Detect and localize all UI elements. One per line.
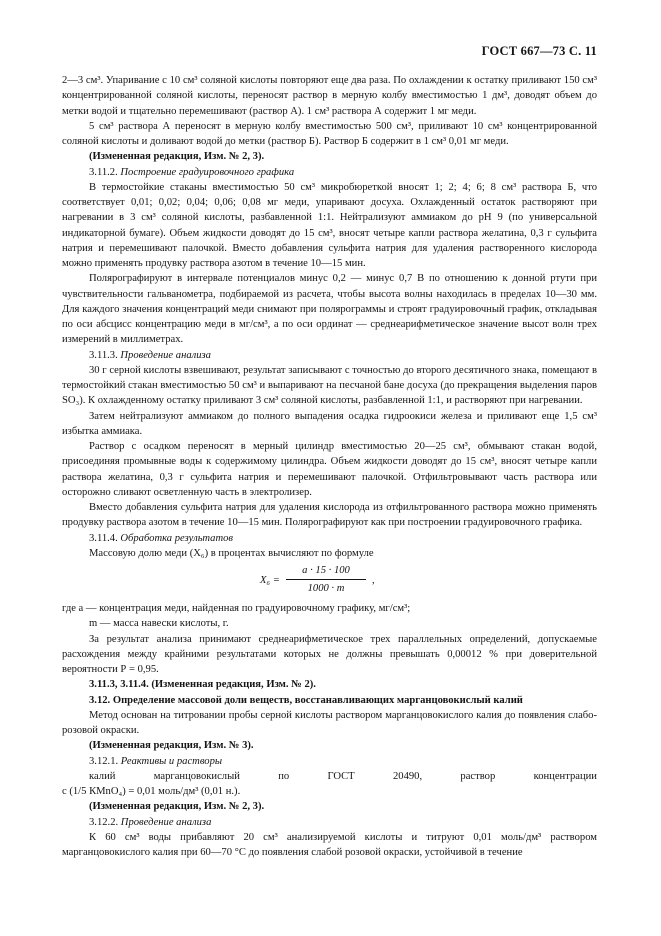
paragraph: Раствор с осадком переносят в мерный цилиндр вместимостью 20—25 см³, обмывают стакан водой, присоединяя промывные воды к содержимому цилиндра. Объем жидкости доводят до 15 см³, вносят четыре капли раствора желатина, 0,3 г сульфита натрия и перемешивают палочкой. Отфильтровывают часть раствора или осторожно сливают осветленную часть в электролизер. — [62, 441, 597, 498]
paragraph: 30 г серной кислоты взвешивают, результат записывают с точностью до второго десятичного знака, помещают в термостойкий стакан вместимостью 50 см³ и выпаривают на песчаной бане досуха (до прекращения выделения паров SO₃). К охлажденному остатку приливают 3 см³ соляной кислоты, разбавленной 1:1, и растворяют при нагревании. — [62, 364, 597, 407]
page-header: ГОСТ 667—73 С. 11 — [481, 44, 597, 58]
section-title: Обработка результатов — [120, 532, 234, 544]
amendment-note: (Измененная редакция, Изм. № 2, 3). — [89, 151, 265, 163]
reagent-word: калий — [89, 770, 116, 782]
section-heading: 3.12. Определение массовой доли веществ, восстанавливающих марганцовокислый калий — [89, 694, 523, 706]
formula — [62, 561, 597, 601]
reagent-word: раствор — [460, 770, 496, 782]
formula-comma: , — [372, 575, 375, 586]
section-number: 3.12.1. — [89, 755, 119, 767]
paragraph: В термостойкие стаканы вместимостью 50 см³ микробюреткой вносят 1; 2; 4; 6; 8 см³ раствора Б, что соответствует 0,01; 0,02; 0,04; 0,06; 0,08 мг меди, упаривают досуха. Охлажденный остаток растворяют при нагревании в 3 см³ соляной кислоты, разбавленной 1:1. Нейтрализуют аммиаком до рН 9 (по универсальной индикаторной бумаге). Объем жидкости доводят до 15 см³, вносят четыре капли раствора желатина, 0,3 г сульфита натрия и перемешивают палочкой. Вместо добавления сульфита натрия для удаления растворенного кислорода можно применять продувку раствора азотом в течение 10—15 мин. — [62, 181, 597, 269]
section-heading — [62, 754, 597, 769]
paragraph: 5 см³ раствора А переносят в мерную колбу вместимостью 500 см³, приливают 10 см³ концентрированной соляной кислоты и доливают водой до метки (раствор Б). Раствор Б содержит в 1 см³ 0,01 мг меди. — [62, 120, 597, 147]
paragraph: Метод основан на титровании пробы серной кислоты раствором марганцовокислого калия до появления слабо-розовой окраски. — [62, 709, 597, 736]
paragraph: Массовую долю меди (X₆) в процентах вычисляют по формуле — [89, 547, 374, 559]
paragraph: m — масса навески кислоты, г. — [89, 618, 229, 630]
reagent-word: ГОСТ — [327, 770, 355, 782]
paragraph: Вместо добавления сульфита натрия для удаления кислорода из отфильтрованного раствора можно применять продувку раствора азотом в течение 10—15 мин. Полярографируют как при построении градуировочного графика. — [62, 502, 597, 529]
reagent-word: по — [278, 770, 290, 782]
paragraph: Затем нейтрализуют аммиаком до полного выпадения осадка гидроокиси железа и приливают еще 1,5 см³ избытка аммиака. — [62, 410, 597, 437]
formula-fraction — [286, 563, 366, 597]
formula-lhs: X₆ = — [260, 575, 280, 586]
section-heading — [62, 348, 597, 363]
paragraph: К 60 см³ воды прибавляют 20 см³ анализируемой кислоты и титруют 0,01 моль/дм³ раствором марганцовокислого калия при 60—70 °С до появления слабой розовой окраски, устойчивой в течение — [62, 831, 597, 858]
paragraph: с (1/5 КМnО₄) = 0,01 моль/дм³ (0,01 н.). — [62, 786, 241, 797]
formula-denominator: 1000 · m — [307, 583, 345, 595]
paragraph: где а — концентрация меди, найденная по градуировочному графику, мг/см³; — [62, 603, 411, 614]
section-title: Реактивы и растворы — [120, 755, 223, 767]
section-heading — [62, 531, 597, 546]
paragraph: Полярографируют в интервале потенциалов минус 0,2 — минус 0,7 В по отношению к донной ртути при чувствительности гальванометра, подбираемой из расчета, чтобы высота волны находилась в пределах 10—30 мм. Для каждого значения концентраций меди снимают при полярограммы и строят градуировочный график, откладывая по оси абсцисс концентрацию меди в мг/см³, а по оси ординат — среднеарифметическое значение высот волн трех измерений в миллиметрах. — [62, 273, 597, 346]
section-number: 3.11.3. — [89, 349, 118, 361]
amendment-note: 3.11.3, 3.11.4. (Измененная редакция, Изм. № 2). — [89, 679, 316, 691]
reagent-word: 20490, — [392, 770, 423, 782]
amendment-note: (Измененная редакция, Изм. № 3). — [89, 740, 254, 752]
section-heading — [62, 165, 597, 180]
paragraph: 2—3 см³. Упаривание с 10 см³ соляной кислоты повторяют еще два раза. По охлаждении к остатку приливают 150 см³ концентрированной соляной кислоты, переносят раствор в мерную колбу вместимостью 1 дм³, доводят объем до метки водой и тщательно перемешивают (раствор А). 1 см³ раствора А содержит 1 мг меди. — [62, 75, 597, 117]
section-number: 3.11.2. — [89, 166, 118, 178]
section-title: Проведение анализа — [120, 349, 211, 361]
reagent-line — [62, 769, 597, 784]
section-title: Построение градуировочного графика — [120, 166, 295, 178]
section-heading — [62, 815, 597, 830]
section-number: 3.12.2. — [89, 816, 119, 828]
paragraph: За результат анализа принимают среднеарифметическое трех параллельных определений, допускаемые расхождения между крайними результатами которых не должны превышать 0,00012 % при доверительной вероятности Р = 0,95. — [62, 633, 597, 675]
reagent-word: марганцовокислый — [153, 770, 240, 782]
document-body — [62, 73, 597, 860]
formula-numerator: a · 15 · 100 — [286, 563, 366, 580]
section-title: Проведение анализа — [120, 816, 212, 828]
section-number: 3.11.4. — [89, 532, 118, 544]
amendment-note: (Измененная редакция, Изм. № 2, 3). — [89, 801, 265, 813]
reagent-word: концентрации — [533, 770, 597, 782]
